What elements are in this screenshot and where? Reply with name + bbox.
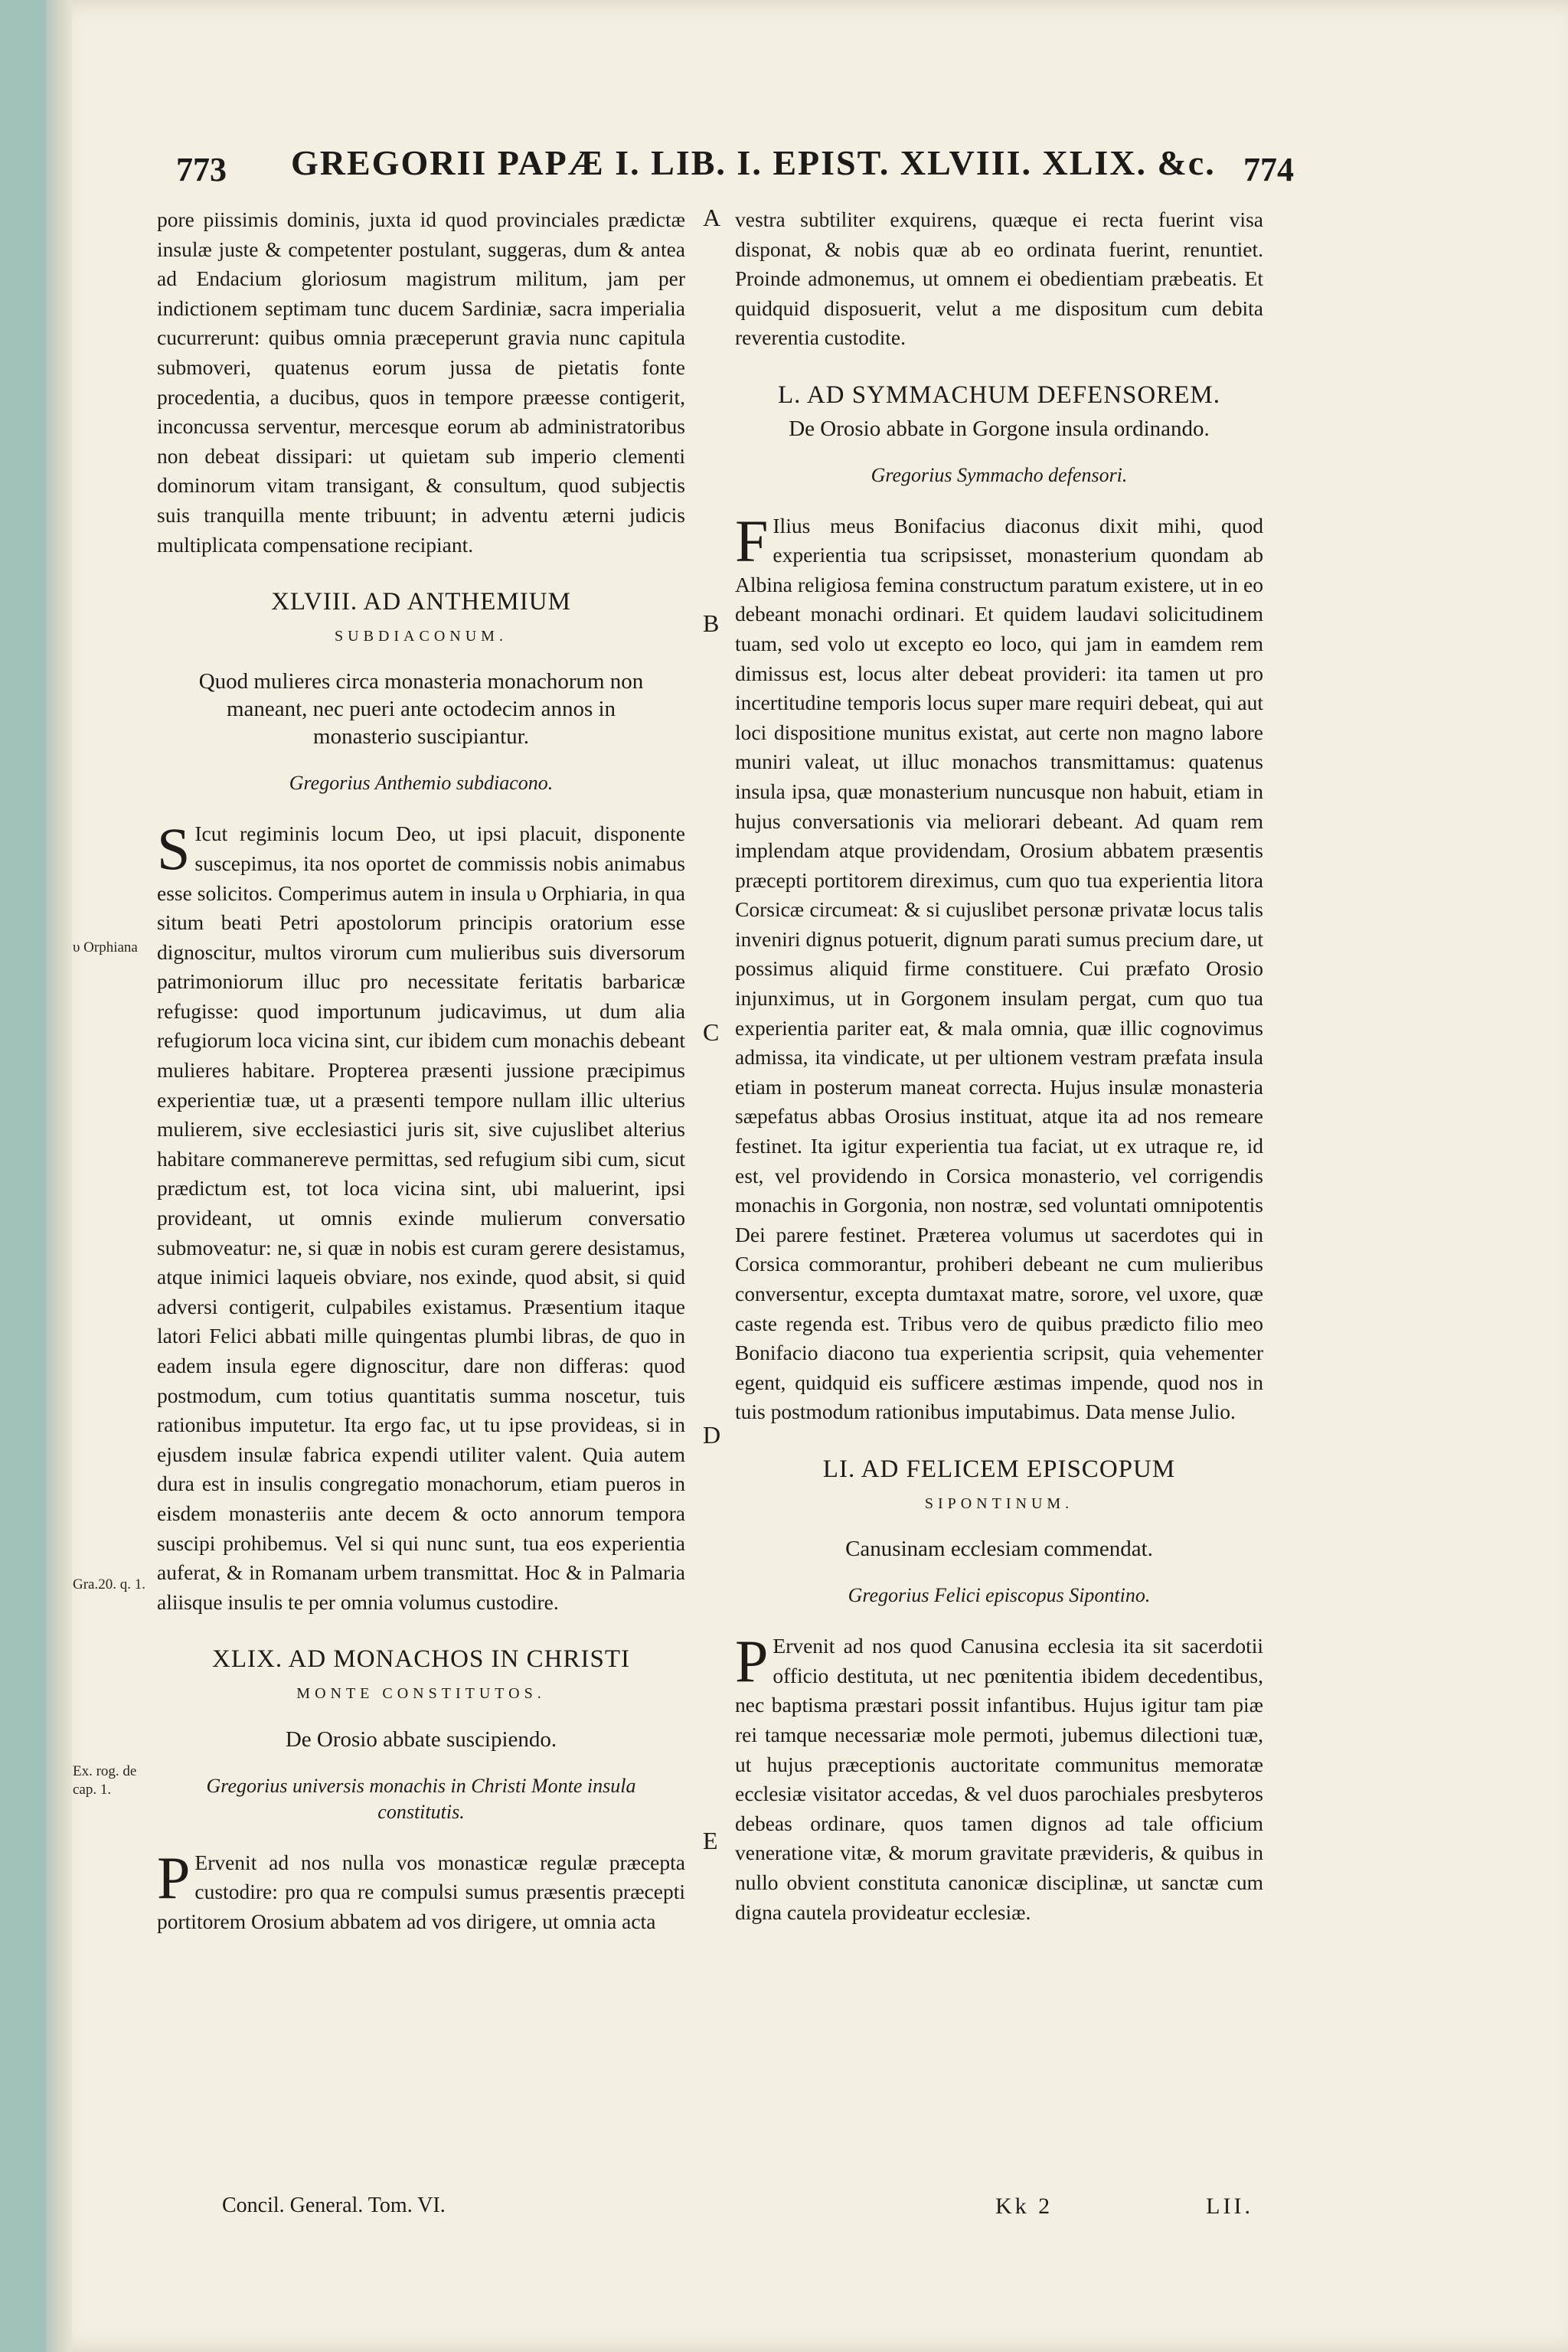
epistle-50-summary: De Orosio abbate in Gorgone insula ordinando. xyxy=(789,416,1210,441)
epistle-50-text: Ilius meus Bonifacius diaconus dixit mihi, quod experientia tua scripsisset, monasterium quondam ab Albina religiosa femina constructum paratum existere, ut in eo debeant monachi ordinari. Et quidem laudavi solicitudinem tuam, sed volo ut excepto eo loco, qui jam in eamdem rem dimissus est, locus alter debeat provideri: ita tamen ut pro incertitudine temporis locus super mare requiri debeat, qui aut loci dispositione munitus existat, aut certe non magno labore muniri valeat, ut illuc monachos transmittamus: quatenus insula ipsa, quæ monasterium nuncusque non habuit, etiam in hujus conversationis via meliorari debeant. Ad quam rem implendam atque providendam, Orosium abbatem præsentis præcepti portitorem direximus, cum quo tua experientia litora Corsicæ circumeat: & si cujuslibet personæ privatæ locus talis inveniri dignus potuerit, dignum parati sumus precium dare, ut possimus aliquid firme constituere. Cui præfato Orosio injunximus, ut in Gorgonem insulam pergat, cum quo tua experientia pariter eat, & mala omnia, quæ illic cognovimus admissa, ita vindicate, ut per ultionem vestram præfata insula etiam in posterum maneat correcta. Hujus insulæ monasteria sæpefatus abbas Orosius instituat, atque ita ad nos remeare festinet. Ita igitur experientia tua faciat, ut ex utraque re, id est, vel providendo in Corsica monasterio, vel corrigendis monachis in Gorgonia, non nostræ, sed voluntati omnipotentis Dei parere festinet. Præterea volumus ut sacerdotes qui in Corsica commorantur, prohiberi debeant ne cum mulieribus conversentur, excepta dumtaxat matre, sorore, vel uxore, quæ caste regenda est. Tribus vero de quibus prædicto filio meo Bonifacio diacono tua experientia scripsit, quia vehementer egent, quidquid eis sufficere æstimas impende, quod nos in tuis postmodum rationibus imputabimus. Data mense Julio. xyxy=(735,513,1263,1424)
running-header xyxy=(176,142,1294,188)
epistle-48-summary: Quod mulieres circa monasteria monachorum non maneant, nec pueri ante octodecim annos in monasterio suscipiantur. xyxy=(198,669,644,750)
epistle-48-body xyxy=(157,815,685,1617)
margin-letter-c: C xyxy=(703,1018,720,1046)
epistle-51-address: Gregorius Felici episcopus Sipontino. xyxy=(848,1584,1151,1607)
right-column xyxy=(735,205,1263,1927)
epistle-49-title: XLIX. AD MONACHOS IN CHRISTI xyxy=(212,1645,630,1674)
margin-note-gratian: Gra.20. q. 1. xyxy=(73,1576,145,1592)
epistle-51-initial: P xyxy=(735,1628,769,1695)
epistle-50-title: L. AD SYMMACHUM DEFENSOREM. xyxy=(778,381,1220,409)
epistle-50-body xyxy=(735,507,1263,1427)
epistle-49-text: Ervenit ad nos nulla vos monasticæ regulæ præcepta custodire: pro qua re compulsi sumus præsentis præcepti portitorem Orosium abbatem ad vos dirigere, ut omnia acta xyxy=(157,1850,685,1933)
epistle-48-subtitle: SUBDIACONUM. xyxy=(335,627,508,645)
margin-note-orphiana: υ Orphiana xyxy=(73,939,138,956)
margin-letter-a: A xyxy=(703,204,721,231)
epistle-51-title: LI. AD FELICEM EPISCOPUM xyxy=(822,1455,1176,1483)
epistle-49-initial: P xyxy=(157,1844,191,1911)
epistle-51-summary: Canusinam ecclesiam commendat. xyxy=(845,1537,1153,1562)
margin-letter-d: D xyxy=(703,1421,721,1449)
margin-note-ex-rog: Ex. rog. de cap. 1. xyxy=(73,1763,137,1798)
margin-letter-e: E xyxy=(703,1827,718,1854)
epistle-49-summary: De Orosio abbate suscipiendo. xyxy=(285,1726,557,1752)
page-number-left: 773 xyxy=(176,151,227,188)
epistle-48-initial: S xyxy=(157,815,191,883)
epistle-50-initial: F xyxy=(735,507,769,574)
epistle-51-text: Ervenit ad nos quod Canusina ecclesia ita sit sacerdotii officio destituta, ut nec pœnitentia ibidem decedentibus, nec baptisma præstari possit infantibus. Hujus igitur tam piæ rei tamque necessariæ mole permoti, jubemus dilectioni tuæ, ut hujus præceptionis auctoritate communitus memoratæ ecclesiæ visitator accedas, & vel duos parochiales presbyteros debeas ordinare, quos tamen dignos ad tale officium veneratione vitæ, & morum gravitate prævideris, & quibus in nullo obvient constituta canonicæ disciplinæ, ut sanctæ cum digna cautela provideatur ecclesiæ. xyxy=(735,1634,1263,1924)
footer-volume: Concil. General. Tom. VI. xyxy=(222,2194,446,2217)
page-number-right: 774 xyxy=(1243,151,1294,188)
running-title: GREGORII PAPÆ I. LIB. I. EPIST. XLVIII. XLIX. &c. xyxy=(291,143,1216,182)
page-gutter xyxy=(46,0,72,2352)
epistle-48-title: XLVIII. AD ANTHEMIUM xyxy=(271,588,571,616)
printer-signature: Kk 2 xyxy=(995,2194,1054,2219)
right-intro-text: vestra subtiliter exquirens, quæque ei recta fuerint visa disponat, & nobis quæ ab eo ordinata fuerint, renuntiet. Proinde admonemus, ut omnem ei obedientiam præbeatis. Et quidquid disposuerit, velut a me dispositum cum debita reverentia custodite. xyxy=(735,207,1263,350)
left-intro-text: pore piissimis dominis, juxta id quod provinciales prædictæ insulæ juste & competenter postulant, suggeras, dum & antea ad Endacium gloriosum magistrum militum, jam per indictionem septimam tunc ducem Sardiniæ, sacra imperialia cucurrerunt: quibus omnia præceperunt gravia nunc capitula submoveri, quatenus eorum jussa de pietatis fonte procedentia, a ducibus, quos in tempore præesse contigerit, inconcussa serventur, mercesque eorum ab administratoribus non debeat dissipari: ut quietam sub imperio clementi dominorum vitam transigant, & consultum, quod subjectis suis tranquilla mente tribuunt; in adventu æterni judicis multiplicata compensatione recipiant. xyxy=(157,207,685,557)
epistle-51-body xyxy=(735,1628,1263,1927)
margin-letter-b: B xyxy=(703,609,720,637)
footer-signature-line xyxy=(995,2194,1253,2220)
epistle-49-address: Gregorius universis monachis in Christi Monte insula constitutis. xyxy=(206,1774,636,1823)
epistle-48-text: Icut regiminis locum Deo, ut ipsi placuit, disponente suscepimus, ita nos oportet de commissis nobis animabus esse solicitos. Comperimus autem in insula υ Orphiaria, in qua situm beati Petri apostolorum principis oratorium esse dignoscitur, multos virorum cum mulieribus suis diversorum patrimoniorum illuc pro necessitate feritatis barbaricæ refugisse: quod importunum judicavimus, ut dum alia refugiorum loca vicina sint, cur ibidem cum monachis debeant mulieres habitare. Propterea præsenti jussione præcipimus experientiæ tuæ, ut a præsenti tempore nullam illic ulterius mulierem, sive ecclesiastici juris sit, sive cujuslibet alterius habitare commanereve permittas, sed refugium sibi cum, sicut prædictum est, tot loca vicina sint, ubi maluerint, ipsi provideant, ut omnis exinde mulierum conversatio submoveatur: ne, si quæ in nobis est curam gerere desistamus, atque inimici laqueis obviare, nos exinde, quod absit, si quid adversi contigerit, culpabiles existamus. Præsentium itaque latori Felici abbati mille quingentas plumbi libras, de quo in eadem insula egere dignoscitur, dare non differas: quod postmodum, cum totius quantitatis summa noscetur, tuis rationibus imputetur. Ita ergo fac, ut tu ipse provideas, si in ejusdem insulæ fabrica expendi utiliter valent. Quia autem dura est in insulis congregatio monachorum, etiam pueros in eisdem monasteriis ante decem & octo annorum tempora suscipi prohibemus. Vel si qui nunc sunt, tua eos experientia auferat, & in Romanam urbem transmittat. Hoc & in Palmaria aliisque insulis te per omnia volumus custodire. xyxy=(157,822,685,1614)
epistle-51-subtitle: SIPONTINUM. xyxy=(924,1494,1074,1512)
epistle-49-subtitle: MONTE CONSTITUTOS. xyxy=(296,1684,546,1702)
epistle-49-body xyxy=(157,1844,685,1937)
epistle-50-address: Gregorius Symmacho defensori. xyxy=(871,463,1128,486)
catchword: LII. xyxy=(1206,2194,1253,2219)
epistle-48-address: Gregorius Anthemio subdiacono. xyxy=(289,772,554,795)
left-column xyxy=(157,205,685,1936)
